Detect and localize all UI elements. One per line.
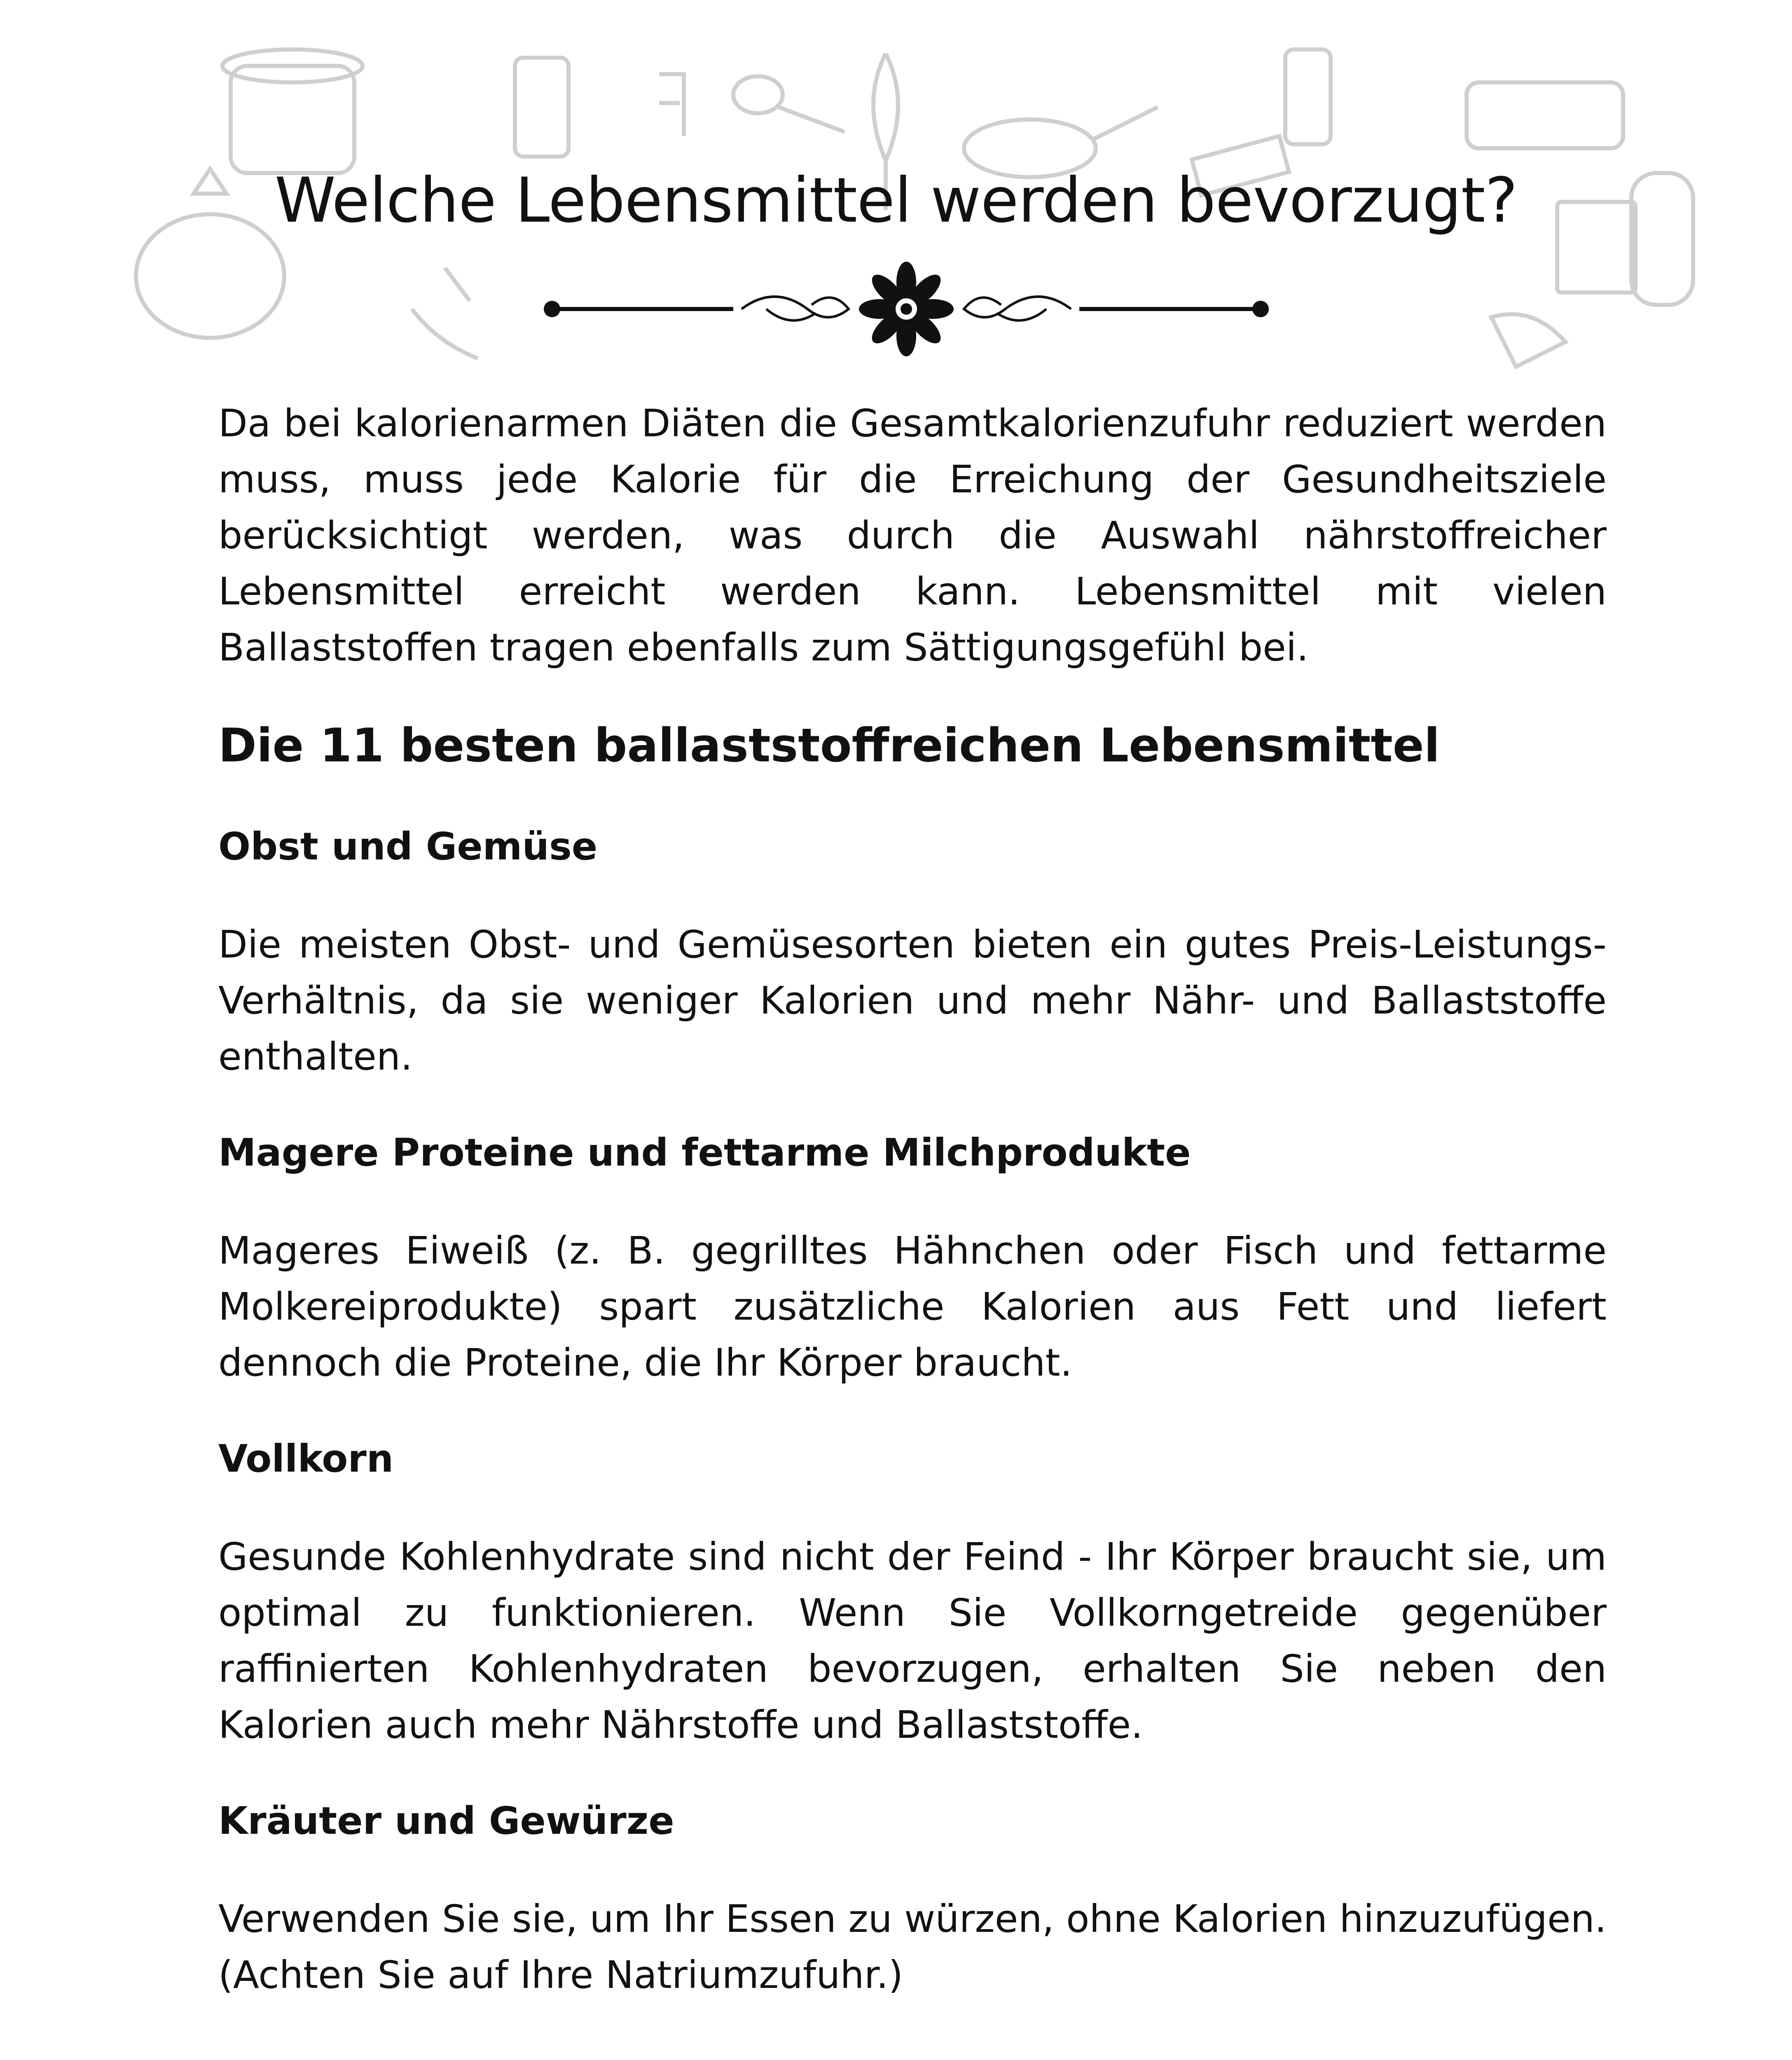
section-heading: Die 11 besten ballaststoffreichen Lebensmittel [218, 719, 1440, 772]
subheading-kraeuter-gewuerze: Kräuter und Gewürze [218, 1799, 674, 1843]
page-title: Welche Lebensmittel werden bevorzugt? [274, 165, 1518, 236]
paragraph-obst-gemuese: Die meisten Obst- und Gemüsesorten bieten ein gutes Preis-Leistungs-Verhältnis, da sie weniger Kalorien und mehr Nähr- und Ballaststoffe enthalten. [218, 922, 1607, 1079]
intro-paragraph: Da bei kalorienarmen Diäten die Gesamtkalorienzufuhr reduziert werden muss, muss jede Kalorie für die Erreichung der Gesundheitsziele berücksichtigt werden, was durch die Auswahl nährstoffreicher Lebensmittel erreicht werden kann. Lebensmittel mit vielen Ballaststoffen tragen ebenfalls zum Sättigungsgefühl bei. [218, 401, 1607, 670]
subheading-obst-gemuese: Obst und Gemüse [218, 824, 598, 868]
subheading-magere-proteine: Magere Proteine und fettarme Milchprodukte [218, 1131, 1191, 1175]
paragraph-magere-proteine: Mageres Eiweiß (z. B. gegrilltes Hähnchen oder Fisch und fettarme Molkereiprodukte) spart zusätzliche Kalorien aus Fett und liefert dennoch die Proteine, die Ihr Körper braucht. [218, 1229, 1607, 1385]
main-content [218, 396, 1607, 2044]
paragraph-vollkorn: Gesunde Kohlenhydrate sind nicht der Feind - Ihr Körper braucht sie, um optimal zu funktionieren. Wenn Sie Vollkorngetreide gegenüber raffinierten Kohlenhydraten bevorzugen, erhalten Sie neben den Kalorien auch mehr Nährstoffe und Ballaststoffe. [218, 1535, 1607, 1747]
ornamental-divider [536, 255, 1277, 363]
paragraph-kraeuter-gewuerze: Verwenden Sie sie, um Ihr Essen zu würzen, ohne Kalorien hinzuzufügen. (Achten Sie auf Ihre Natriumzufuhr.) [218, 1897, 1607, 1997]
subheading-vollkorn: Vollkorn [218, 1437, 394, 1481]
